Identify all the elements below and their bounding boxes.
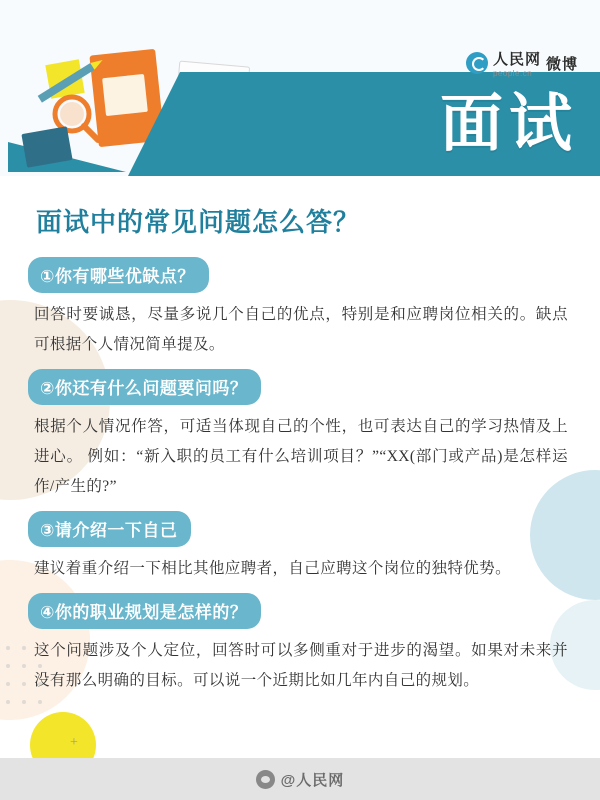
- weibo-icon: [256, 770, 275, 789]
- answer-text: 根据个人情况作答，可适当体现自己的个性，也可表达自己的学习热情及上进心。 例如：“新入职的员工有什么培训项目？”“XX(部门或产品)是怎样运作/产生的?”: [34, 418, 568, 495]
- brand-platform: 微博: [545, 55, 578, 73]
- question-pill: ③请介绍一下自己: [28, 511, 191, 547]
- people-cn-logo-icon: [466, 52, 488, 74]
- section-title: 面试中的常见问题怎么答？: [36, 207, 361, 237]
- footer-bar: [0, 758, 600, 800]
- qa-item: [28, 257, 572, 360]
- poster-content: [0, 176, 600, 696]
- qa-item: [28, 511, 572, 584]
- decor-plus-icon: +: [70, 735, 78, 750]
- answer-text: 这个问题涉及个人定位，回答时可以多侧重对于进步的渴望。如果对未来并没有那么明确的目标。可以说一个近期比如几年内自己的规划。: [34, 642, 568, 689]
- question-pill: ①你有哪些优缺点？: [28, 257, 209, 293]
- qa-item: [28, 593, 572, 696]
- answer-text: 回答时要诚恳，尽量多说几个自己的优点，特别是和应聘岗位相关的。缺点可根据个人情况简单提及。: [34, 306, 568, 353]
- question-pill: ②你还有什么问题要问吗？: [28, 369, 261, 405]
- answer-text: 建议着重介绍一下相比其他应聘者，自己应聘这个岗位的独特优势。: [34, 560, 512, 577]
- brand-logo: [466, 48, 578, 78]
- page-title: 面试: [440, 89, 578, 159]
- brand-domain: people.cn: [492, 69, 533, 78]
- poster-header: [0, 0, 600, 176]
- brand-name: 人民网: [492, 51, 541, 68]
- question-pill: ④你的职业规划是怎样的？: [28, 593, 261, 629]
- qa-item: [28, 369, 572, 502]
- footer-account: @人民网: [280, 771, 345, 789]
